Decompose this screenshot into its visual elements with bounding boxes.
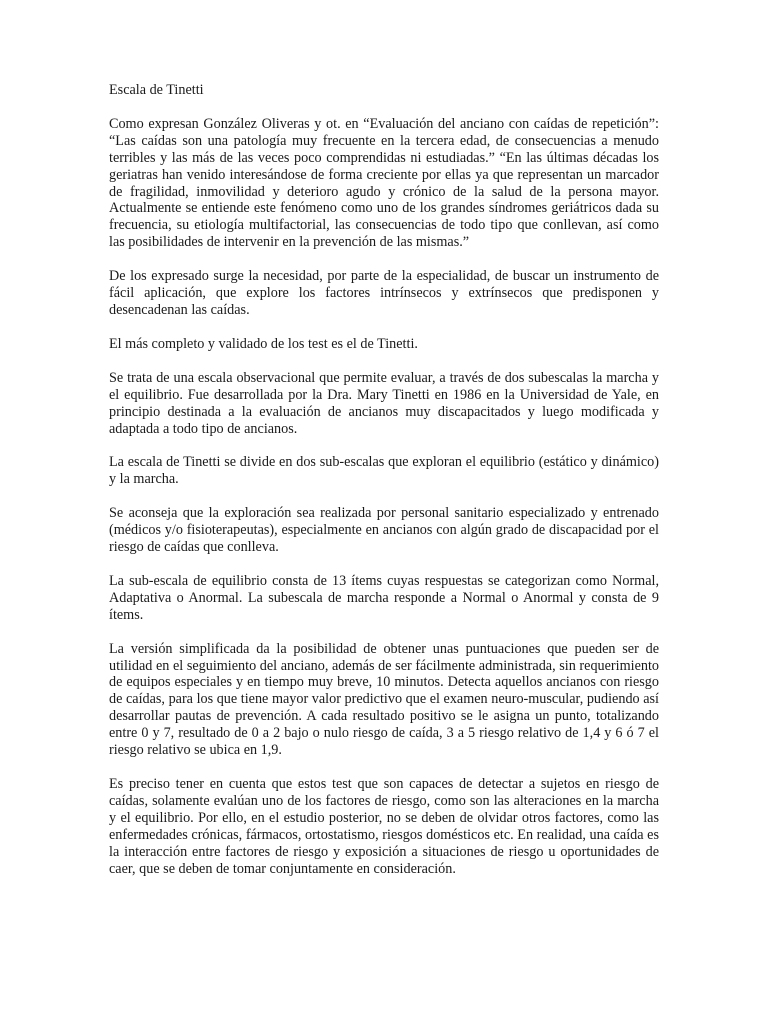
document-title: Escala de Tinetti [109,82,204,98]
document-page [109,82,659,894]
paragraph-simplified-version: La versión simplificada da la posibilidad de obtener unas puntuaciones que pueden ser de utilidad en el seguimiento del anciano, además de ser fácilmente administrada, sin requerimiento de equipos especiales y en tiempo muy breve, 10 minutos. Detecta aquellos ancianos con riesgo de caídas, para los que tiene mayor valor predictivo que el examen neuro-muscular, pudiendo así desarrollar pautas de prevención. A cada resultado positivo se le asigna un punto, totalizando entre 0 y 7, resultado de 0 a 2 bajo o nulo riesgo de caída, 3 a 5 riesgo relativo de 1,4 y 6 ó 7 el riesgo relativo se ubica en 1,9. [109,640,659,759]
paragraph-intro-quote: Como expresan González Oliveras y ot. en “Evaluación del anciano con caídas de repetición”: “Las caídas son una patología muy frecuente en la tercera edad, de consecuencias a menudo terribles y las más de las veces poco comprendidas ni estudiadas.” “En las últimas décadas los geriatras han venido interesándose de forma creciente por ellas ya que representan un marcador de fragilidad, inmovilidad y deterioro agudo y crónico de la salud de la persona mayor. Actualmente se entiende este fenómeno como uno de los grandes síndromes geriátricos dada su frecuencia, su etiología multifactorial, las consecuencias de todo tipo que conllevan, así como las posibilidades de intervenir en la prevención de las mismas.” [109,115,659,251]
paragraph-items: La sub-escala de equilibrio consta de 13 ítems cuyas respuestas se categorizan como Normal, Adaptativa o Anormal. La subescala de marcha responde a Normal o Anormal y consta de 9 ítems. [109,572,659,623]
paragraph-most-complete: El más completo y validado de los test es el de Tinetti. [109,335,418,352]
paragraph-need: De los expresado surge la necesidad, por parte de la especialidad, de buscar un instrumento de fácil aplicación, que explore los factores intrínsecos y extrínsecos que predisponen y desencadenan las caídas. [109,268,659,318]
paragraph-exploration: Se aconseja que la exploración sea realizada por personal sanitario especializado y entrenado (médicos y/o fisioterapeutas), especialmente en ancianos con algún grado de discapacidad por el riesgo de caídas que conlleva. [109,505,659,556]
paragraph-considerations: Es preciso tener en cuenta que estos test que son capaces de detectar a sujetos en riesgo de caídas, solamente evalúan uno de los factores de riesgo, como son las alteraciones en la marcha y el equilibrio. Por ello, en el estudio posterior, no se deben de olvidar otros factores, como las enfermedades crónicas, fármacos, ortostatismo, riesgos domésticos etc. En realidad, una caída es la interacción entre factores de riesgo y exposición a situaciones de riesgo u oportunidades de caer, que se deben de tomar conjuntamente en consideración. [109,776,659,877]
paragraph-observational-scale: Se trata de una escala observacional que permite evaluar, a través de dos subescalas la marcha y el equilibrio. Fue desarrollada por la Dra. Mary Tinetti en 1986 en la Universidad de Yale, en principio destinada a la evaluación de ancianos muy discapacitados y luego modificada y adaptada a todo tipo de ancianos. [109,369,659,437]
paragraph-subscales: La escala de Tinetti se divide en dos sub-escalas que exploran el equilibrio (estático y dinámico) y la marcha. [109,454,659,488]
